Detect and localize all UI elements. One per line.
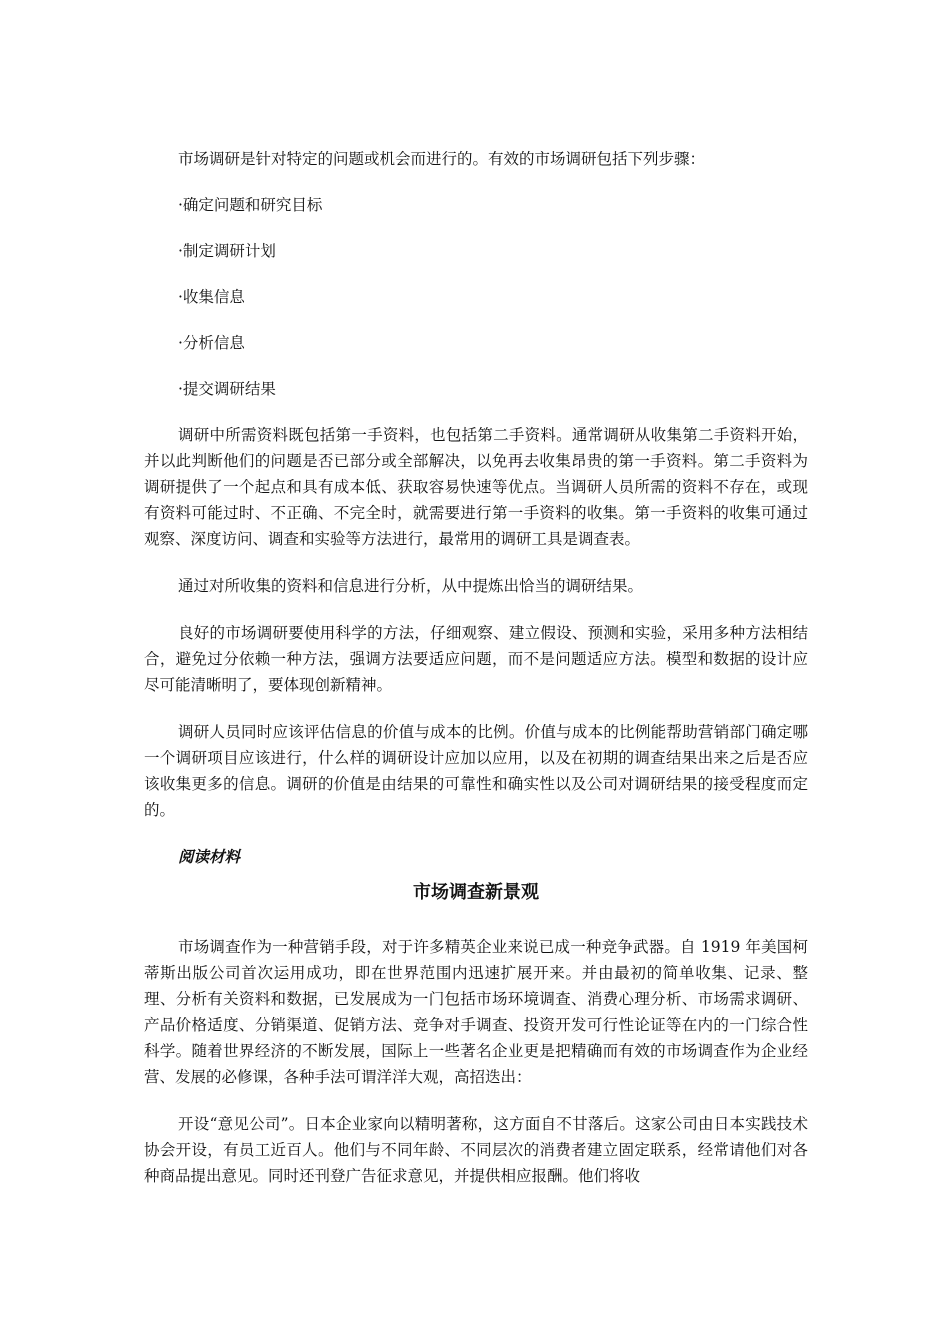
- step-item: ·收集信息: [178, 288, 245, 306]
- body-paragraph: 通过对所收集的资料和信息进行分析，从中提炼出恰当的调研结果。: [178, 577, 644, 595]
- step-item: ·确定问题和研究目标: [178, 196, 323, 214]
- intro-paragraph: 市场调研是针对特定的问题或机会而进行的。有效的市场调研包括下列步骤：: [178, 150, 706, 168]
- document-page: [144, 146, 808, 1189]
- body-paragraph: 调研人员同时应该评估信息的价值与成本的比例。价值与成本的比例能帮助营销部门确定哪一个调研项目应该进行，什么样的调研设计应加以应用，以及在初期的调查结果出来之后是否应该收集更多的信息。调研的价值是由结果的可靠性和确实性以及公司对调研结果的接受程度而定的。: [144, 723, 808, 819]
- reading-label: 阅读材料: [178, 847, 241, 866]
- article-paragraph: 市场调查作为一种营销手段，对于许多精英企业来说已成一种竞争武器。自 1919 年美国柯蒂斯出版公司首次运用成功，即在世界范围内迅速扩展开来。并由最初的简单收集、记录、整理、分析有关资料和数据，已发展成为一门包括市场环境调查、消费心理分析、市场需求调研、产品价格适度、分销渠道、促销方法、竞争对手调查、投资开发可行性论证等在内的一门综合性科学。随着世界经济的不断发展，国际上一些著名企业更是把精确而有效的市场调查作为企业经营、发展的必修课，各种手法可谓洋洋大观，高招迭出：: [144, 938, 808, 1086]
- step-item: ·制定调研计划: [178, 242, 276, 260]
- step-item: ·提交调研结果: [178, 380, 276, 398]
- article-title: 市场调查新景观: [413, 882, 539, 903]
- body-paragraph: 良好的市场调研要使用科学的方法，仔细观察、建立假设、预测和实验，采用多种方法相结合，避免过分依赖一种方法，强调方法要适应问题，而不是问题适应方法。模型和数据的设计应尽可能清晰明了，要体现创新精神。: [144, 624, 808, 694]
- article-paragraph: 开设“意见公司”。日本企业家向以精明著称，这方面自不甘落后。这家公司由日本实践技术协会开设，有员工近百人。他们与不同年龄、不同层次的消费者建立固定联系，经常请他们对各种商品提出意见。同时还刊登广告征求意见，并提供相应报酬。他们将收: [144, 1115, 808, 1185]
- step-item: ·分析信息: [178, 334, 245, 352]
- body-paragraph: 调研中所需资料既包括第一手资料，也包括第二手资料。通常调研从收集第二手资料开始，并以此判断他们的问题是否已部分或全部解决，以免再去收集昂贵的第一手资料。第二手资料为调研提供了一个起点和具有成本低、获取容易快速等优点。当调研人员所需的资料不存在，或现有资料可能过时、不正确、不完全时，就需要进行第一手资料的收集。第一手资料的收集可通过观察、深度访问、调查和实验等方法进行，最常用的调研工具是调查表。: [144, 426, 808, 548]
